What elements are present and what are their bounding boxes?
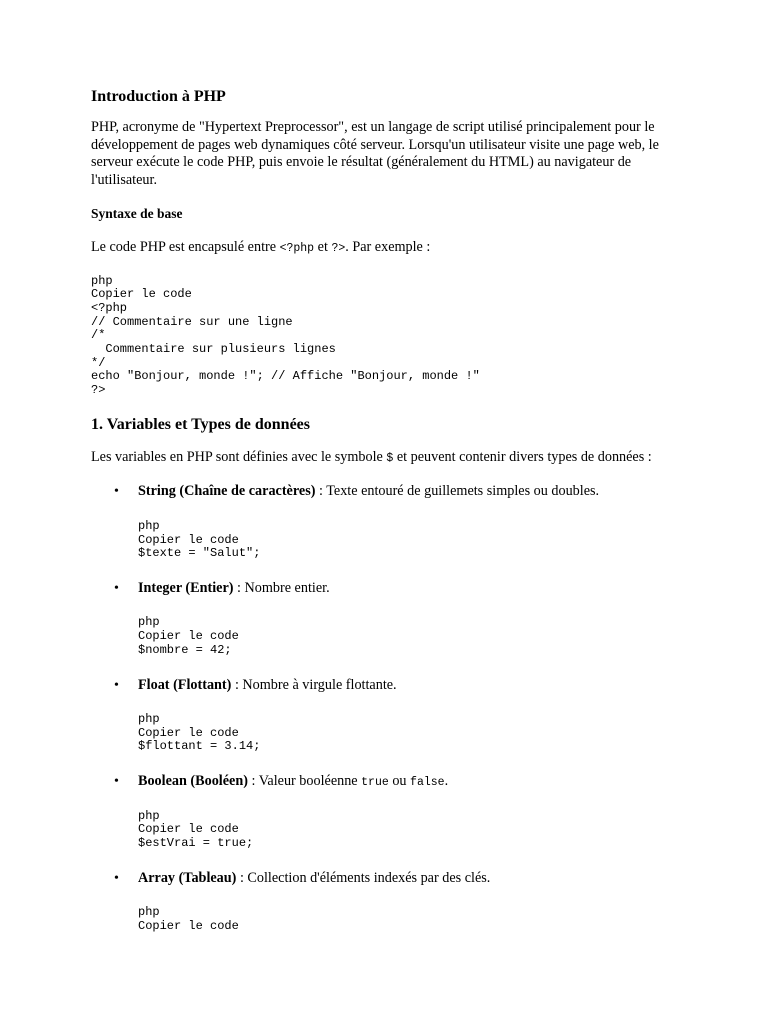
code-line: $texte = "Salut";: [138, 546, 261, 561]
code-line: php: [138, 905, 160, 920]
type-description: [138, 773, 691, 792]
variables-text-before: Les variables en PHP sont définies avec le symbole: [91, 448, 387, 465]
document-page: [91, 88, 691, 953]
code-line: <?php: [91, 300, 128, 315]
code-line: ?>: [91, 383, 106, 398]
type-code-a: true: [361, 776, 389, 790]
type-name: Array (Tableau): [138, 869, 237, 886]
code-line: php: [91, 273, 113, 288]
types-list: [91, 483, 691, 933]
code-line: php: [138, 808, 160, 823]
dollar-symbol-code: $: [386, 451, 394, 465]
type-description: [138, 870, 691, 889]
open-tag-code: <?php: [279, 242, 315, 255]
type-desc-before: : Nombre à virgule flottante.: [231, 676, 397, 693]
type-code-block: [138, 616, 691, 657]
type-code-block: [138, 810, 691, 851]
section-heading-variables: 1. Variables et Types de données: [91, 415, 310, 433]
code-line: php: [138, 615, 160, 630]
list-item: [91, 580, 691, 658]
document-title: Introduction à PHP: [91, 88, 226, 105]
list-item: [91, 773, 691, 851]
syntax-text-after: . Par exemple :: [345, 239, 431, 255]
syntax-paragraph: [91, 239, 691, 258]
type-desc-before: : Valeur booléenne: [247, 773, 362, 790]
variables-text-after: et peuvent contenir divers types de données :: [393, 448, 652, 465]
type-name: Float (Flottant): [138, 676, 232, 693]
copy-code-label[interactable]: Copier le code: [138, 822, 239, 837]
bullet-icon: •: [114, 580, 119, 596]
type-description: [138, 483, 691, 502]
bullet-icon: •: [114, 677, 119, 693]
type-desc-before: : Nombre entier.: [233, 579, 330, 596]
close-tag-code: ?>: [331, 242, 346, 255]
syntax-text-mid: et: [314, 239, 332, 255]
list-item: [91, 677, 691, 755]
code-line: // Commentaire sur une ligne: [91, 314, 293, 329]
syntax-code-block: [91, 275, 691, 398]
copy-code-label[interactable]: Copier le code: [138, 629, 239, 644]
type-desc-before: : Texte entouré de guillemets simples ou doubles.: [315, 483, 600, 500]
code-line: /*: [91, 328, 106, 343]
type-description: [138, 580, 691, 599]
code-line: php: [138, 518, 160, 533]
syntax-heading: Syntaxe de base: [91, 206, 183, 221]
type-code-b: false: [410, 776, 445, 790]
type-name: Integer (Entier): [138, 579, 234, 596]
type-code-block: [138, 520, 691, 561]
copy-code-label[interactable]: Copier le code: [138, 532, 239, 547]
type-name: Boolean (Booléen): [138, 773, 248, 790]
code-line: $estVrai = true;: [138, 836, 254, 851]
list-item: [91, 870, 691, 934]
code-line: $nombre = 42;: [138, 642, 232, 657]
type-code-block: [138, 906, 691, 933]
type-description: [138, 677, 691, 696]
type-desc-after: .: [444, 773, 449, 790]
code-line: php: [138, 712, 160, 727]
bullet-icon: •: [114, 870, 119, 886]
variables-paragraph: [91, 449, 691, 468]
intro-paragraph: PHP, acronyme de "Hypertext Preprocessor", est un langage de script utilisé principalement pour le développement de pages web dynamiques côté serveur. Lorsqu'un utilisateur visite une page web, le serveur exécute le code PHP, puis envoie le résultat (généralement du HTML) au navigateur de l'utilisateur.: [91, 119, 659, 188]
copy-code-label[interactable]: Copier le code: [138, 918, 239, 933]
type-code-block: [138, 713, 691, 754]
code-line: $flottant = 3.14;: [138, 739, 261, 754]
type-name: String (Chaîne de caractères): [138, 483, 316, 500]
copy-code-label[interactable]: Copier le code: [91, 287, 192, 302]
code-line: echo "Bonjour, monde !"; // Affiche "Bonjour, monde !": [91, 369, 480, 384]
code-line: Commentaire sur plusieurs lignes: [91, 342, 336, 357]
code-line: */: [91, 355, 106, 370]
list-item: [91, 483, 691, 561]
bullet-icon: •: [114, 774, 119, 790]
type-desc-mid: ou: [388, 773, 411, 790]
bullet-icon: •: [114, 484, 119, 500]
copy-code-label[interactable]: Copier le code: [138, 725, 239, 740]
type-desc-before: : Collection d'éléments indexés par des clés.: [236, 869, 491, 886]
syntax-text-before: Le code PHP est encapsulé entre: [91, 239, 280, 255]
